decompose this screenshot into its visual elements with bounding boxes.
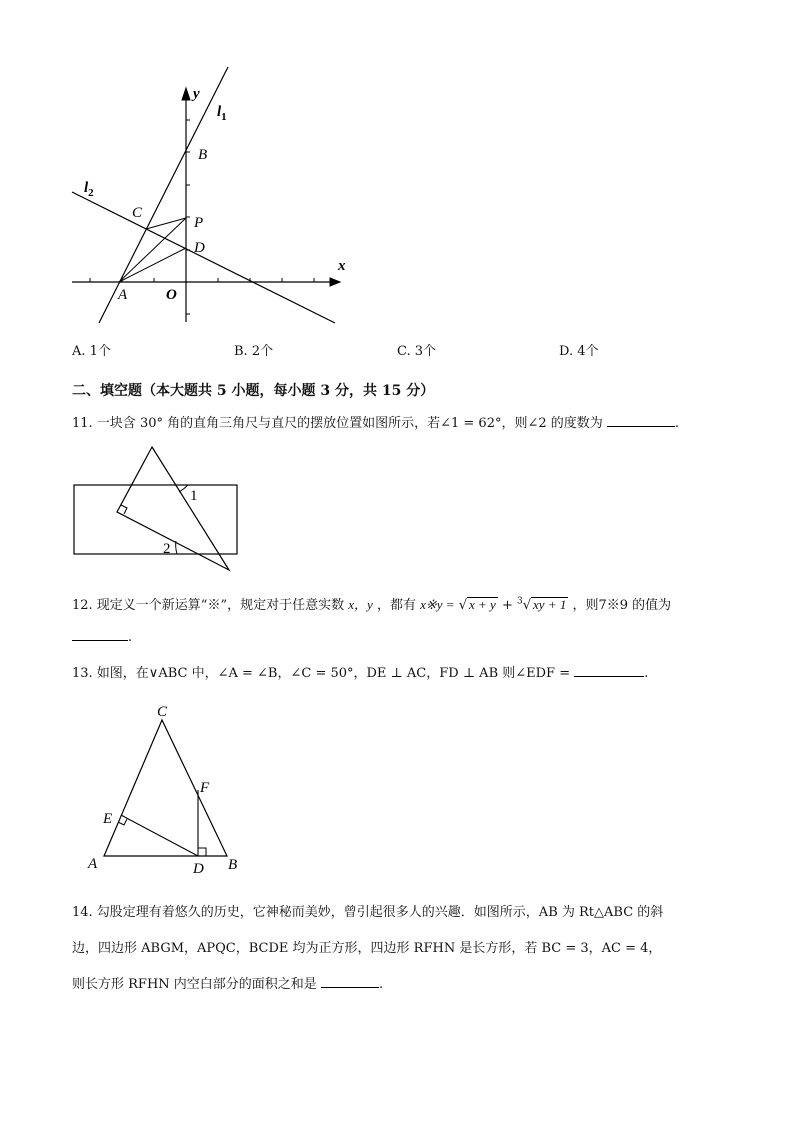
label-O: O: [166, 287, 177, 303]
label-B: B: [198, 147, 208, 163]
q12-text: [72, 594, 671, 613]
q12-answer-blank: [72, 628, 128, 641]
q11-stem: 11. 一块含 30° 角的直角三角尺与直尺的摆放位置如图所示，若∠1 = 62°，则∠2 的度数为: [72, 416, 603, 431]
x-axis-arrow: [330, 278, 340, 286]
label-A: A: [88, 856, 98, 872]
q11-text: [72, 412, 679, 431]
q13-text: [72, 662, 648, 681]
set-square: [117, 447, 229, 570]
segment-AD: [119, 248, 186, 282]
section-heading: 二、填空题（本大题共 5 小题，每小题 3 分，共 15 分）: [72, 383, 435, 399]
q12-root-index: 3: [517, 596, 523, 607]
q12-part3: ，则7※9 的值为: [572, 598, 672, 613]
q12-answer-line: [72, 628, 132, 645]
label-A: A: [118, 287, 128, 303]
q13-stem: 13. 如图，在∨ABC 中，∠A = ∠B，∠C = 50°，DE ⊥ AC，FD ⊥ AB 则∠EDF =: [72, 666, 571, 681]
label-D: D: [194, 240, 205, 256]
q14-line2: 边，四边形 ABGM，APQC，BCDE 均为正方形，四边形 RFHN 是长方形，若 BC = 3，AC = 4，: [72, 941, 662, 956]
label-F: F: [200, 780, 210, 796]
coordinate-figure: [60, 60, 380, 335]
q14-answer-blank: [321, 975, 379, 988]
q12-end: .: [128, 630, 133, 645]
line-l2: [72, 192, 335, 323]
option-c: C. 3个: [397, 344, 437, 359]
label-l2: $l_2$: [84, 180, 94, 199]
triangle-figure: [85, 700, 245, 880]
right-angle-D: [198, 848, 206, 856]
q14-line3: [72, 973, 383, 992]
q14-line3-text: 则长方形 RFHN 内空白部分的面积之和是: [72, 977, 317, 992]
right-angle-mark: [121, 505, 127, 514]
label-E: E: [103, 811, 113, 827]
option-b: B. 2个: [234, 344, 274, 359]
label-y: y: [193, 86, 200, 102]
label-l1: $l_1$: [217, 104, 227, 123]
q14-line1: 14. 勾股定理有着悠久的历史，它神秘而美妙，曾引起很多人的兴趣．如图所示，AB 为 Rt△ABC 的斜: [72, 905, 664, 920]
q12-cuberoot: $^3$√ xy + 1: [517, 596, 567, 613]
q12-part2: ，都有: [376, 598, 416, 613]
option-a: A. 1个: [72, 344, 111, 359]
label-P: P: [194, 215, 204, 231]
option-d: D. 4个: [559, 344, 599, 359]
segment-DE: [121, 815, 198, 856]
angle-1-label: 1: [190, 488, 198, 504]
angle-1-arc: [179, 485, 188, 492]
label-D: D: [193, 861, 204, 877]
q12-radicand-2: xy + 1: [533, 597, 567, 612]
q12-part1: 12. 现定义一个新运算“※”，规定对于任意实数: [72, 598, 345, 613]
label-B: B: [228, 857, 238, 873]
y-axis-arrow: [182, 88, 190, 100]
ruler-triangle-figure: [70, 440, 245, 575]
q12-lhs: x※y =: [420, 597, 455, 612]
label-x: x: [338, 258, 346, 274]
q12-sqrt1: √ x + y: [458, 597, 496, 613]
label-C: C: [132, 205, 143, 221]
label-C: C: [157, 704, 168, 720]
q11-end: .: [674, 416, 680, 431]
q13-end: .: [644, 666, 649, 681]
angle-2-label: 2: [163, 541, 171, 557]
q12-plus: +: [501, 598, 513, 613]
q13-answer-blank: [574, 664, 644, 677]
q12-radicand-1: x + y: [469, 597, 496, 612]
line-l1: [99, 67, 228, 323]
q14-end: .: [378, 977, 384, 992]
q12-vars: x，y: [348, 597, 373, 612]
q11-answer-blank: [607, 414, 675, 427]
